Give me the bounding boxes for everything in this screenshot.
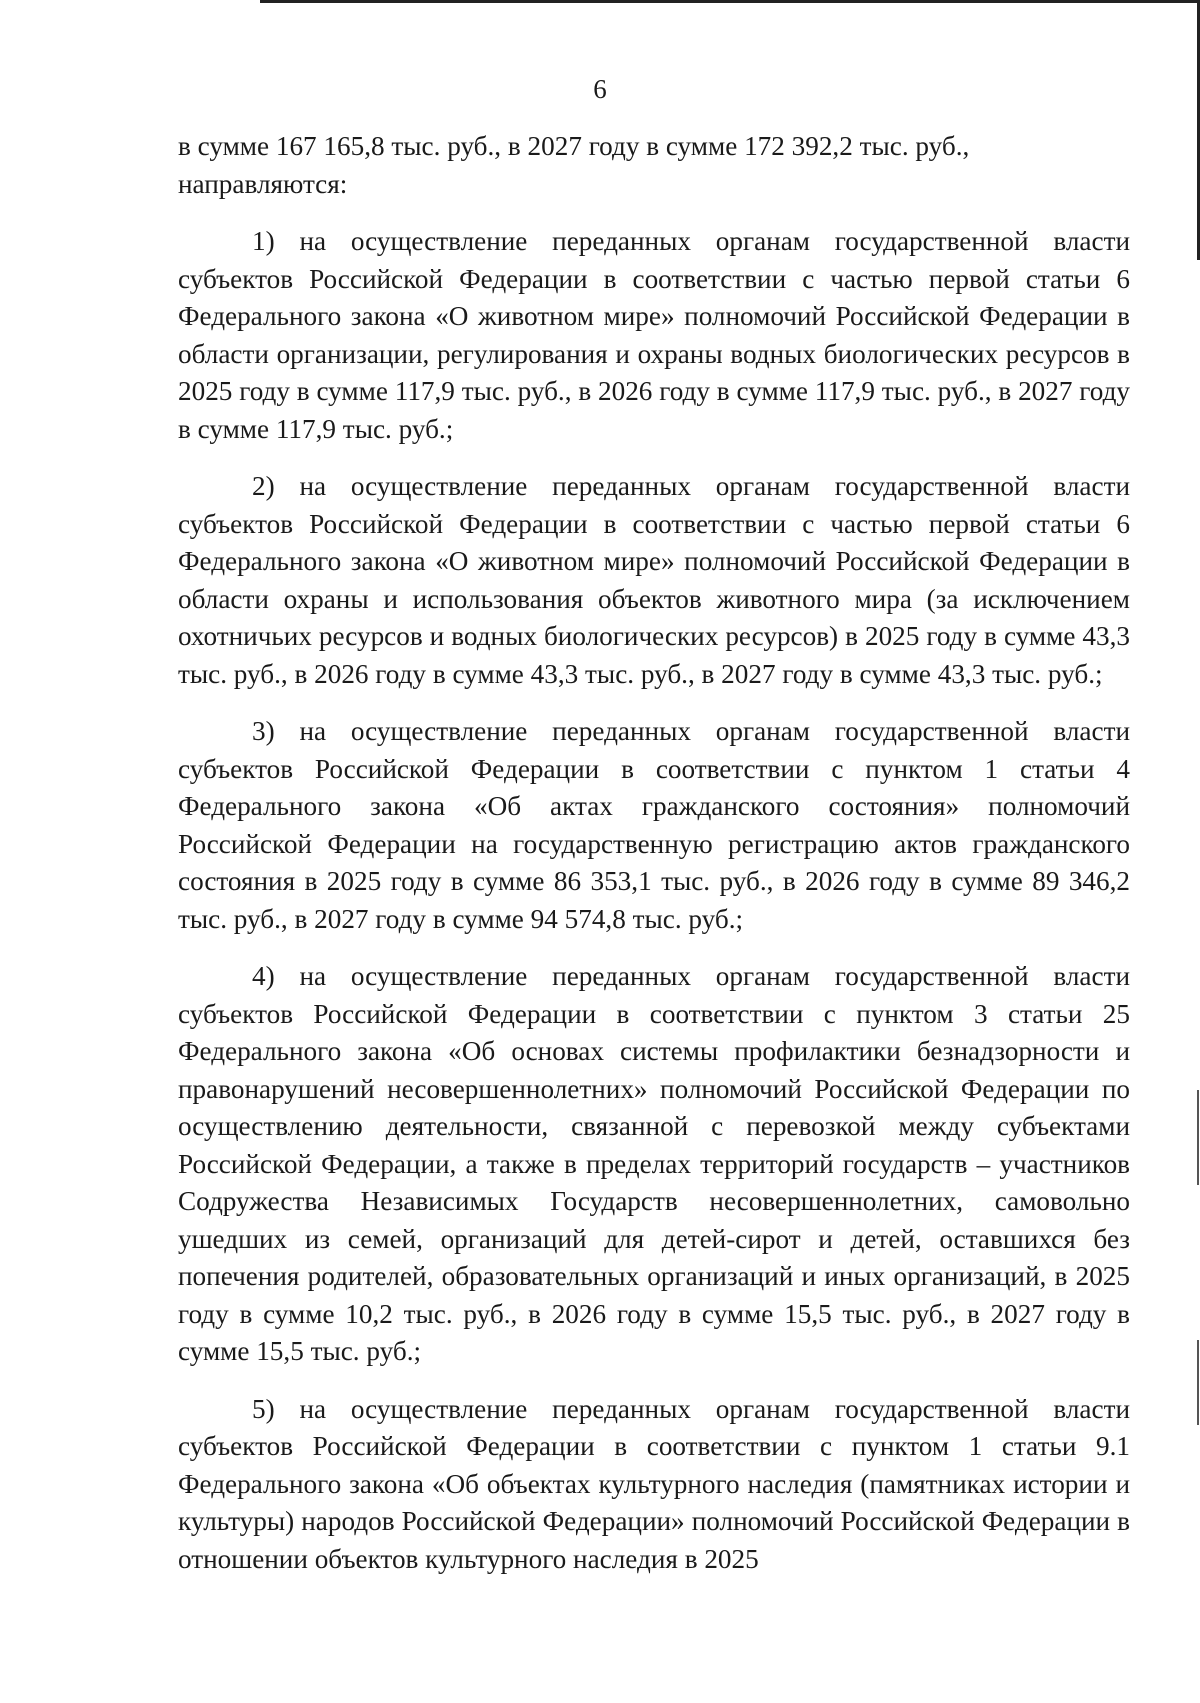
scan-mark — [1197, 1090, 1199, 1185]
text-line: в области охраны и использования объектов животного мира (за исключением — [178, 546, 1130, 614]
text-line: 4) на осуществление переданных органам государственной власти — [252, 961, 1130, 991]
scan-edge-top — [260, 0, 1200, 3]
text-line: субъектов Российской Федерации в соответствии с частью первой статьи 6 — [178, 263, 1130, 294]
text-line: субъектов Российской Федерации в соответствии с частью первой статьи 6 — [178, 508, 1130, 539]
text-line: истории и культуры) народов Российской Федерации» полномочий — [178, 1468, 1130, 1536]
text-line: 15,5 тыс. руб., в 2027 году в сумме 15,5 тыс. руб.; — [178, 1298, 1131, 1366]
text-line: 43,3 тыс. руб., в 2026 году в сумме 43,3 тыс. руб., в 2027 году в сумме — [178, 621, 1130, 689]
paragraph-item-2 — [178, 468, 1130, 693]
text-line: Федерального закона «О животном мире» полномочий Российской Федерации — [178, 301, 1108, 331]
page-number: 6 — [593, 74, 607, 104]
paragraph-item-4 — [178, 958, 1130, 1371]
text-line: Федерального закона «Об актах гражданского состояния» полномочий — [178, 791, 1130, 821]
text-line: субъектов Российской Федерации в соответствии с пунктом 1 статьи 4 — [178, 753, 1130, 784]
text-line: организаций, в 2025 году в сумме 10,2 тыс. руб., в 2026 году в сумме — [178, 1261, 1130, 1329]
text-line: Федерального закона «Об основах системы профилактики безнадзорности и — [178, 1036, 1130, 1066]
text-line: в области организации, регулирования и охраны водных биологических — [178, 301, 1130, 369]
text-line: Российской Федерации в отношении объектов культурного наследия в 2025 — [178, 1506, 1130, 1574]
text-line: 1) на осуществление переданных органам государственной власти — [252, 226, 1130, 256]
text-line: правонарушений несовершеннолетних» полномочий Российской Федерации — [178, 1073, 1090, 1104]
text-line: Российской Федерации, а также в пределах территорий государств – — [178, 1148, 991, 1179]
paragraph-item-1 — [178, 223, 1130, 448]
text-line: 43,3 тыс. руб.; — [937, 658, 1103, 689]
text-line: оставшихся без попечения родителей, образовательных организаций и иных — [178, 1223, 1130, 1291]
text-line: самовольно ушедших из семей, организаций для детей-сирот и детей, — [178, 1186, 1130, 1254]
text-line: 5) на осуществление переданных органам государственной власти — [252, 1393, 1130, 1424]
text-line: Федерального закона «Об объектах культурного наследия (памятниках — [178, 1468, 1006, 1499]
scan-mark — [1197, 1340, 1199, 1425]
paragraph-lead — [178, 128, 1130, 203]
text-line: состояния в 2025 году в сумме 86 353,1 тыс. руб., в 2026 году в сумме — [178, 866, 1023, 896]
paragraph-item-3 — [178, 713, 1130, 938]
text-line: субъектов Российской Федерации в соответствии с пунктом 3 статьи 25 — [178, 998, 1130, 1029]
text-line: по осуществлению деятельности, связанной с перевозкой между субъектами — [178, 1073, 1130, 1141]
text-line: 2) на осуществление переданных органам государственной власти — [252, 471, 1130, 501]
document-body — [178, 128, 1130, 1598]
text-line: ресурсов в 2025 году в сумме 117,9 тыс. руб., в 2026 году в сумме — [178, 338, 1130, 406]
text-line: Российской Федерации на государственную регистрацию актов гражданского — [178, 828, 1130, 859]
text-line: в сумме 167 165,8 тыс. руб., в 2027 году в сумме 172 392,2 тыс. руб., — [178, 131, 970, 161]
text-line: 117,9 тыс. руб., в 2027 году в сумме 117,9 тыс. руб.; — [178, 376, 1131, 444]
paragraph-item-5 — [178, 1391, 1130, 1579]
text-line: Федерального закона «О животном мире» полномочий Российской Федерации — [178, 546, 1108, 576]
text-line: 3) на осуществление переданных органам государственной власти — [252, 716, 1130, 746]
text-line: 89 346,2 тыс. руб., в 2027 году в сумме 94 574,8 тыс. руб.; — [178, 866, 1131, 934]
text-line: участников Содружества Независимых Государств несовершеннолетних, — [178, 1148, 1131, 1216]
text-line: направляются: — [178, 168, 348, 199]
text-line: охотничьих ресурсов и водных биологических ресурсов) в 2025 году в сумме — [178, 621, 1076, 651]
text-line: субъектов Российской Федерации в соответствии с пунктом 1 статьи 9.1 — [178, 1431, 1130, 1461]
